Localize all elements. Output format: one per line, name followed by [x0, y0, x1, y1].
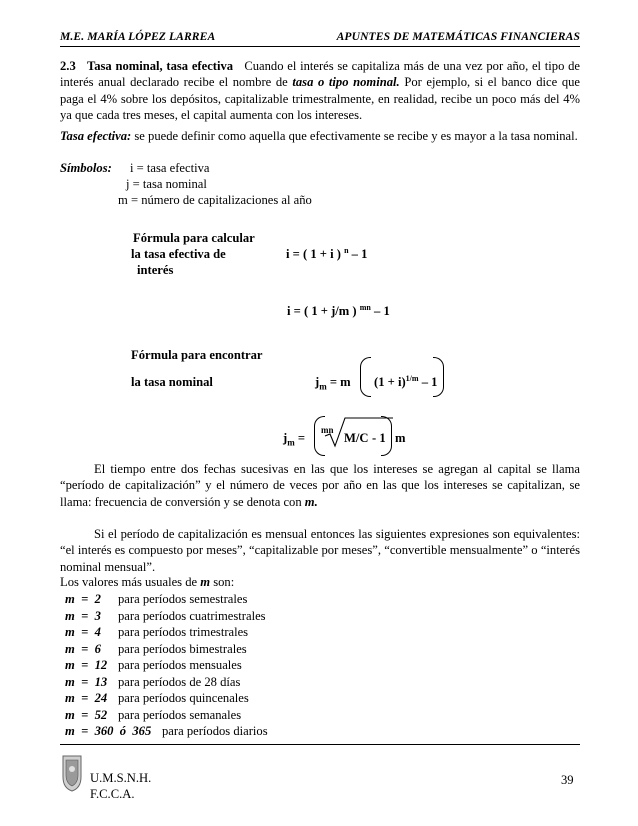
nominal-term: tasa o tipo nominal. [292, 75, 400, 90]
nominal-caption-1: Fórmula para encontrar [131, 348, 263, 362]
section-heading: Tasa nominal, tasa efectiva [86, 59, 234, 73]
formula-nominal-2 [283, 430, 305, 446]
values-row-equation: m = 4 [65, 625, 101, 639]
effective-text: se puede definir como aquella que efectivamente se recibe y es mayor a la tasa nominal. [131, 129, 578, 143]
values-row-equation: m = 2 [65, 592, 101, 606]
eq3-equals-m: = m [326, 375, 351, 389]
values-row-description: para períodos cuatrimestrales [118, 608, 266, 623]
eq3-right-paren [433, 357, 444, 397]
values-intro-m: m [200, 575, 211, 589]
effective-label: Tasa efectiva: [60, 129, 132, 143]
effective-rate-definition [60, 128, 580, 144]
section-text-b: Por ejemplo, si el banco dice que paga el 4% sobre los depósitos, capitalizable trimestralmente, en realidad, recibe un poco más del 4% ya que cada tres meses, el capital aumenta con los intereses. [60, 75, 580, 122]
capitalization-period-paragraph [60, 461, 580, 510]
eq4-m: m [395, 431, 406, 445]
section-text-a: Cuando el interés se capitaliza más de una vez por año, el tipo de interés anual declarado recibe el nombre de [60, 59, 580, 90]
values-row-description: para períodos semanales [118, 707, 242, 722]
eq4-lhs: j [283, 431, 288, 445]
section-paragraph [60, 58, 580, 123]
eq3-left-paren [360, 357, 371, 397]
formula-effective-1 [286, 246, 367, 262]
eq3-inner [374, 374, 437, 390]
eq3-tail: – 1 [418, 375, 438, 389]
values-row-equation: m = 6 [65, 641, 101, 656]
values-row-description: para períodos bimestrales [118, 641, 247, 656]
values-row-description: para períodos semestrales [118, 592, 248, 606]
eq4-subscript: m [287, 437, 295, 448]
footer-rule [60, 744, 580, 745]
eq1-exponent: n [344, 245, 349, 255]
values-row-description: para períodos diarios [162, 724, 268, 738]
eq1-main: i = ( 1 + i ) [286, 247, 345, 261]
values-row-equation: m = 360 ó 365 [65, 724, 152, 738]
eq1-tail: – 1 [348, 247, 368, 261]
values-row-equation: m = 24 [65, 691, 108, 705]
values-row-description: para períodos de 28 días [118, 674, 241, 689]
symbols-label: Símbolos: [60, 161, 112, 175]
eq2-tail: – 1 [370, 304, 390, 318]
header-rule [60, 46, 580, 47]
eq4-equals: = [294, 431, 306, 445]
eq3-exponent: 1/m [405, 373, 419, 383]
effective-caption-2: la tasa efectiva de [131, 247, 226, 261]
values-row-description: para períodos trimestrales [118, 625, 249, 639]
symbol-m: m = número de capitalizaciones al año [118, 193, 312, 207]
formula-effective-2 [287, 303, 390, 319]
eq2-main: i = ( 1 + j/m ) [287, 304, 360, 318]
values-row-equation: m = 13 [65, 674, 108, 689]
values-intro-b: son: [210, 575, 235, 589]
eq4-root-index: mn [321, 425, 334, 435]
values-intro-a: Los valores más usuales de [60, 575, 201, 589]
period-text: El tiempo entre dos fechas sucesivas en las que los intereses se agregan al capital se llama “período de capitalización” y el número de veces por año en las que los intereses se capitalizan, se llama: frecuencia de conversión y se denota con [60, 462, 580, 509]
eq3-base: (1 + i) [374, 375, 406, 389]
values-row-equation: m = 3 [65, 608, 101, 623]
header-author: M.E. MARÍA LÓPEZ LARREA [60, 30, 216, 43]
university-seal-icon [60, 753, 84, 793]
footer-faculty: F.C.C.A. [90, 787, 135, 801]
effective-caption-3: interés [137, 263, 174, 277]
header-title: APUNTES DE MATEMÁTICAS FINANCIERAS [336, 30, 580, 43]
symbol-j: j = tasa nominal [126, 177, 207, 191]
values-row-equation: m = 52 [65, 707, 108, 722]
monthly-paragraph: Si el período de capitalización es mensual entonces las siguientes expresiones son equivalentes: “el interés es compuesto por meses”, “capitalizable por meses”, “convertible mensualmente” o “interés nominal mensual”. [60, 527, 580, 574]
values-row-description: para períodos quincenales [118, 691, 249, 705]
footer-university: U.M.S.N.H. [90, 771, 152, 785]
values-row-description: para períodos mensuales [118, 658, 242, 672]
formula-nominal-1 [315, 374, 351, 390]
eq4-right-paren [381, 416, 392, 456]
eq3-subscript: m [319, 381, 327, 392]
values-intro [60, 574, 234, 590]
symbol-i: i = tasa efectiva [130, 161, 210, 175]
values-row-equation: m = 12 [65, 658, 108, 672]
eq2-exponent: mn [359, 302, 371, 312]
period-symbol: m. [304, 494, 318, 509]
eq4-radicand: M/C [344, 431, 369, 445]
nominal-caption-2: la tasa nominal [131, 375, 213, 389]
section-number: 2.3 [60, 59, 76, 73]
effective-caption-1: Fórmula para calcular [133, 231, 255, 245]
page-number: 39 [561, 773, 574, 787]
eq4-tail: - 1 [372, 431, 386, 445]
eq3-lhs: j [315, 375, 320, 389]
